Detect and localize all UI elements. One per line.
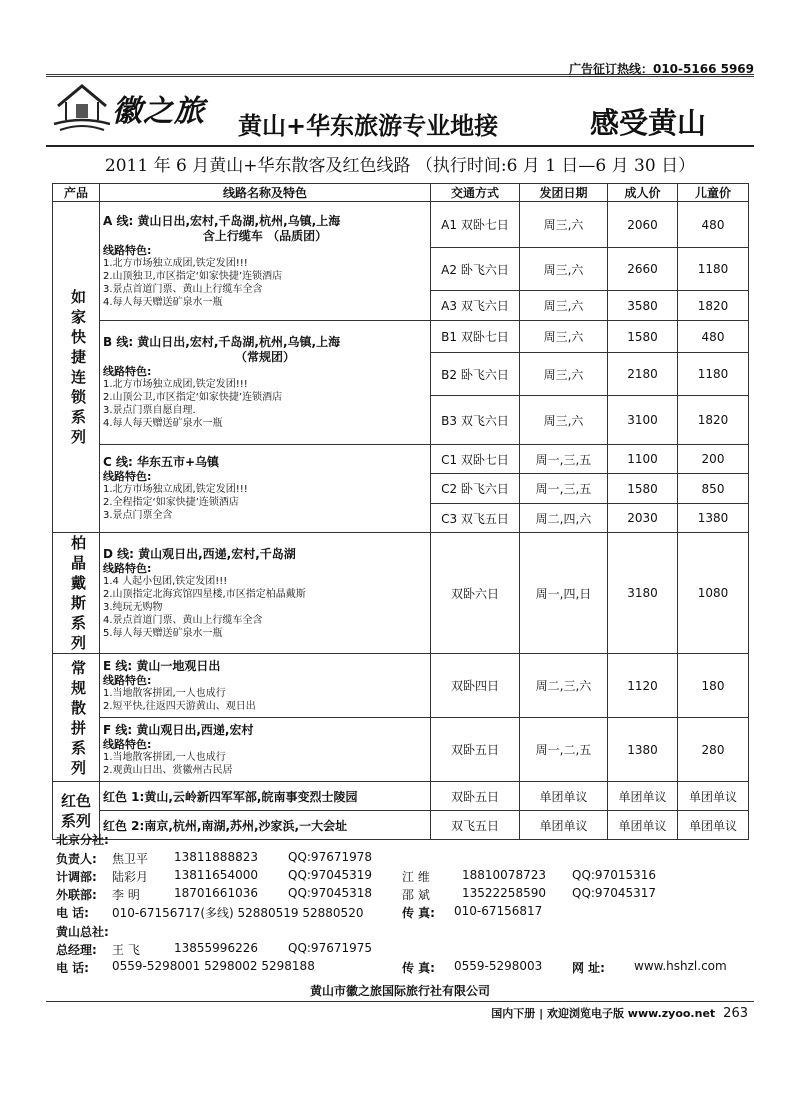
- contact-label: 电 话:: [56, 906, 89, 920]
- page-subtitle: 2011 年 6 月黄山+华东散客及红色线路 （执行时间:6 月 1 日—6 月 30 日）: [104, 156, 696, 176]
- route-name: B 线: 黄山日出,宏村,千岛湖,杭州,乌镇,上海: [103, 335, 341, 349]
- date-cell: 周一,三,五: [520, 445, 608, 474]
- col-header-child-price: 儿童价: [678, 184, 749, 202]
- fax-label: 传 真:: [402, 906, 435, 920]
- date-cell: 周三,六: [520, 202, 608, 248]
- col-header-date: 发团日期: [520, 184, 608, 202]
- child-price-cell: 480: [678, 321, 749, 353]
- route-subtitle: 含上行缆车 （品质团）: [202, 228, 328, 243]
- route-name: A 线: 黄山日出,宏村,千岛湖,杭州,乌镇,上海: [103, 213, 341, 228]
- child-price-cell: 850: [678, 474, 749, 504]
- adult-price-cell: 单团单议: [608, 811, 678, 840]
- features-label: 线路特色:: [103, 470, 152, 483]
- table-row: [53, 654, 749, 718]
- child-price-cell: 1820: [678, 396, 749, 445]
- transport-cell: C1 双卧七日: [431, 445, 520, 474]
- feature-item: 3.纯玩无购物: [103, 601, 163, 613]
- adult-price-cell: 2060: [608, 202, 678, 248]
- contact-label: 计调部:: [56, 870, 97, 884]
- contact-phone: 13855996226: [174, 941, 258, 955]
- contact-name: 江 维: [402, 870, 430, 884]
- logo: [52, 80, 232, 132]
- date-cell: 周三,六: [520, 321, 608, 353]
- table-row: [53, 718, 749, 782]
- adult-price-cell: 1580: [608, 474, 678, 504]
- transport-cell: A1 双卧七日: [431, 202, 520, 248]
- route-d: [100, 533, 431, 654]
- date-cell: 周三,六: [520, 248, 608, 291]
- features-label: 线路特色:: [103, 365, 152, 378]
- route-red-1: 红色 1:黄山,云岭新四军军部,皖南事变烈士陵园: [100, 782, 431, 811]
- col-header-product: 产品: [53, 184, 100, 202]
- child-price-cell: 1180: [678, 248, 749, 291]
- child-price-cell: 1380: [678, 504, 749, 533]
- contact-phone: 13811654000: [174, 868, 258, 882]
- table-row: [53, 321, 749, 353]
- feature-item: 3.景点门票全含: [103, 510, 173, 521]
- category-rujia: 如家快捷连锁系列: [53, 202, 100, 533]
- feature-item: 4.每人每天赠送矿泉水一瓶: [103, 296, 223, 308]
- routes-table: [52, 183, 749, 840]
- website-label: 网 址:: [572, 961, 605, 975]
- route-name: E 线: 黄山一地观日出: [103, 658, 221, 673]
- child-price-cell: 180: [678, 654, 749, 718]
- table-row: [53, 782, 749, 811]
- route-red-2: 红色 2:南京,杭州,南湖,苏州,沙家浜,一大会址: [100, 811, 431, 840]
- transport-cell: B3 双飞六日: [431, 396, 520, 445]
- table-header-row: [53, 184, 749, 202]
- category-changgui: 常规散拼系列: [53, 654, 100, 782]
- category-bojing: 柏晶戴斯系列: [53, 533, 100, 654]
- feature-item: 4.每人每天赠送矿泉水一瓶: [103, 418, 223, 429]
- contact-label: 总经理:: [56, 943, 97, 957]
- feature-item: 1.当地散客拼团,一人也成行: [103, 687, 226, 699]
- footer-divider: [46, 1001, 754, 1002]
- features-label: 线路特色:: [103, 243, 152, 257]
- transport-cell: A2 卧飞六日: [431, 248, 520, 291]
- date-cell: 周一,四,日: [520, 533, 608, 654]
- adult-price-cell: 1100: [608, 445, 678, 474]
- header-divider: [46, 145, 754, 147]
- footer-text: 国内下册 | 欢迎浏览电子版 www.zyoo.net: [491, 1007, 716, 1020]
- feature-item: 1.北方市场独立成团,铁定发团!!!: [103, 484, 248, 495]
- child-price-cell: 200: [678, 445, 749, 474]
- adult-price-cell: 3180: [608, 533, 678, 654]
- adult-price-cell: 1580: [608, 321, 678, 353]
- company-name: 黄山市徽之旅国际旅行社有限公司: [309, 984, 490, 998]
- contact-label: 外联部:: [56, 888, 97, 902]
- contact-qq: QQ:97045319: [288, 868, 373, 882]
- features-label: 线路特色:: [103, 737, 152, 751]
- contact-phone: 18810078723: [462, 868, 546, 882]
- transport-cell: A3 双飞六日: [431, 291, 520, 321]
- date-cell: 周三,六: [520, 291, 608, 321]
- transport-cell: C3 双飞五日: [431, 504, 520, 533]
- child-price-cell: 单团单议: [678, 811, 749, 840]
- date-cell: 周二,三,六: [520, 654, 608, 718]
- route-f: [100, 718, 431, 782]
- table-row: [53, 811, 749, 840]
- feature-item: 1.北方市场独立成团,铁定发团!!!: [103, 379, 248, 390]
- table-row: [53, 533, 749, 654]
- ad-hotline: 广告征订热线：010-5166 5969: [568, 62, 754, 76]
- phone-numbers: 0559-5298001 5298002 5298188: [112, 959, 315, 973]
- contact-label: 负责人:: [56, 852, 97, 866]
- route-name: C 线: 华东五市+乌镇: [103, 455, 220, 469]
- logo-text: 徽之旅: [112, 94, 205, 129]
- feature-item: 1.当地散客拼团,一人也成行: [103, 751, 226, 763]
- contact-phone: 13811888823: [174, 850, 258, 864]
- date-cell: 周三,六: [520, 353, 608, 396]
- date-cell: 周三,六: [520, 396, 608, 445]
- slogan: 黄山+华东旅游专业地接: [238, 112, 499, 140]
- adult-price-cell: 1380: [608, 718, 678, 782]
- date-cell: 单团单议: [520, 811, 608, 840]
- child-price-cell: 280: [678, 718, 749, 782]
- feature-item: 2.观黄山日出、赏徽州古民居: [103, 764, 233, 776]
- child-price-cell: 480: [678, 202, 749, 248]
- contact-qq: QQ:97045317: [572, 886, 657, 900]
- route-name: D 线: 黄山观日出,西递,宏村,千岛湖: [103, 546, 296, 561]
- contact-name: 王 飞: [112, 943, 140, 957]
- contact-qq: QQ:97671978: [288, 850, 373, 864]
- adult-price-cell: 2660: [608, 248, 678, 291]
- features-label: 线路特色:: [103, 673, 152, 687]
- contact-label: 电 话:: [56, 961, 89, 975]
- feature-item: 4.景点首道门票、黄山上行缆车全含: [103, 614, 263, 626]
- adult-price-cell: 3100: [608, 396, 678, 445]
- transport-cell: B1 双卧七日: [431, 321, 520, 353]
- feature-item: 3.景点门票自愿自理.: [103, 405, 196, 416]
- fax-number: 010-67156817: [454, 904, 543, 918]
- transport-cell: 双飞五日: [431, 811, 520, 840]
- feature-item: 3.景点首道门票、黄山上行缆车全含: [103, 283, 263, 295]
- contact-name: 焦卫平: [112, 852, 149, 866]
- col-header-adult-price: 成人价: [608, 184, 678, 202]
- slogan-feel-huangshan: 感受黄山: [590, 106, 707, 140]
- fax-number: 0559-5298003: [454, 959, 543, 973]
- table-row: [53, 445, 749, 474]
- adult-price-cell: 2180: [608, 353, 678, 396]
- route-subtitle: （常规团）: [234, 350, 295, 364]
- transport-cell: 双卧四日: [431, 654, 520, 718]
- adult-price-cell: 3580: [608, 291, 678, 321]
- contact-qq: QQ:97045318: [288, 886, 373, 900]
- feature-item: 2.山顶指定北海宾馆四星楼,市区指定柏晶戴斯: [103, 588, 306, 600]
- feature-item: 5.每人每天赠送矿泉水一瓶: [103, 627, 223, 639]
- route-c: [100, 445, 431, 533]
- transport-cell: 双卧五日: [431, 782, 520, 811]
- child-price-cell: 单团单议: [678, 782, 749, 811]
- contact-name: 陆彩月: [112, 870, 149, 884]
- feature-item: 2.山顶公卫,市区指定‘如家快捷’连锁酒店: [103, 392, 283, 403]
- transport-cell: B2 卧飞六日: [431, 353, 520, 396]
- transport-cell: C2 卧飞六日: [431, 474, 520, 504]
- child-price-cell: 1180: [678, 353, 749, 396]
- route-b: [100, 321, 431, 445]
- contact-qq: QQ:97671975: [288, 941, 373, 955]
- huangshan-label: 黄山总社:: [56, 925, 109, 939]
- feature-item: 1.4 人起小包团,铁定发团!!!: [103, 575, 228, 587]
- route-name: F 线: 黄山观日出,西递,宏村: [103, 722, 254, 737]
- page-number: 263: [723, 1006, 748, 1021]
- feature-item: 2.全程指定‘如家快捷’连锁酒店: [103, 497, 239, 508]
- col-header-route: 线路名称及特色: [100, 184, 431, 202]
- contact-phone: 13522258590: [462, 886, 546, 900]
- house-logo-icon: [52, 80, 112, 132]
- contact-phone: 18701661036: [174, 886, 258, 900]
- feature-item: 2.短平快,往返四天游黄山、观日出: [103, 700, 256, 712]
- adult-price-cell: 单团单议: [608, 782, 678, 811]
- adult-price-cell: 1120: [608, 654, 678, 718]
- phone-numbers: 010-67156717(多线) 52880519 52880520: [112, 906, 364, 920]
- child-price-cell: 1820: [678, 291, 749, 321]
- date-cell: 周一,二,五: [520, 718, 608, 782]
- feature-item: 1.北方市场独立成团,铁定发团!!!: [103, 257, 248, 269]
- page-footer: [491, 1005, 748, 1021]
- transport-cell: 双卧五日: [431, 718, 520, 782]
- fax-label: 传 真:: [402, 961, 435, 975]
- category-hongse: 红色系列: [53, 782, 100, 840]
- route-a: [100, 202, 431, 321]
- col-header-transport: 交通方式: [431, 184, 520, 202]
- contact-qq: QQ:97015316: [572, 868, 657, 882]
- date-cell: 单团单议: [520, 782, 608, 811]
- features-label: 线路特色:: [103, 561, 152, 575]
- child-price-cell: 1080: [678, 533, 749, 654]
- feature-item: 2.山顶独卫,市区指定‘如家快捷’连锁酒店: [103, 270, 283, 282]
- date-cell: 周二,四,六: [520, 504, 608, 533]
- top-divider: [46, 74, 754, 77]
- contact-name: 邵 斌: [402, 888, 430, 902]
- adult-price-cell: 2030: [608, 504, 678, 533]
- contact-name: 李 明: [112, 888, 140, 902]
- table-row: [53, 202, 749, 248]
- beijing-label: 北京分社:: [56, 833, 109, 847]
- date-cell: 周一,三,五: [520, 474, 608, 504]
- route-e: [100, 654, 431, 718]
- website-url[interactable]: www.hshzl.com: [634, 959, 727, 973]
- transport-cell: 双卧六日: [431, 533, 520, 654]
